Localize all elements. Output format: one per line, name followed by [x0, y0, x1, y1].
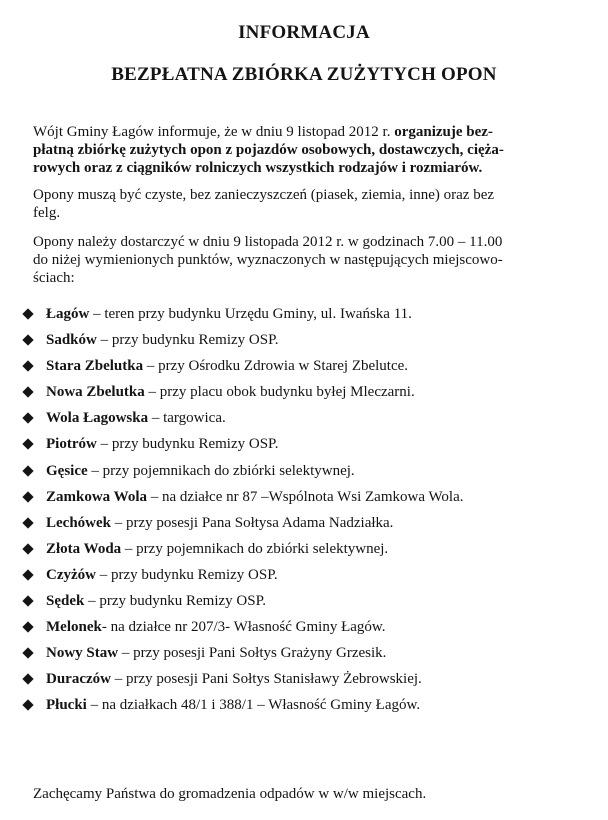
location-name: Gęsice	[46, 462, 88, 479]
intro-line-1	[33, 123, 581, 141]
location-name: Piotrów	[46, 436, 97, 453]
location-item	[22, 381, 582, 407]
location-item	[22, 486, 582, 512]
location-name: Czyżów	[46, 566, 96, 583]
location-item	[22, 668, 582, 694]
location-item	[22, 355, 582, 381]
diamond-bullet-icon	[22, 491, 33, 502]
intro-line-2	[33, 141, 581, 159]
delivery-paragraph	[33, 233, 581, 287]
location-item	[22, 694, 582, 720]
condition-line-1: Opony muszą być czyste, bez zanieczyszczeń (piasek, ziemia, inne) oraz bez	[33, 187, 495, 203]
location-name: Płucki	[46, 697, 87, 714]
location-detail: – targowica.	[148, 410, 226, 427]
location-text	[46, 564, 278, 586]
location-detail: – przy budynku Remizy OSP.	[95, 566, 278, 583]
location-text	[46, 329, 279, 351]
diamond-bullet-icon	[22, 595, 33, 606]
location-item	[22, 329, 582, 355]
location-text	[46, 407, 226, 429]
location-item	[22, 460, 582, 486]
location-name: Lechówek	[46, 514, 111, 531]
location-text	[46, 642, 386, 664]
diamond-bullet-icon	[22, 439, 33, 450]
location-item	[22, 538, 582, 564]
location-name: Sędek	[46, 593, 85, 610]
intro-paragraph	[33, 123, 581, 177]
location-text	[46, 355, 408, 377]
location-name: Zamkowa Wola	[46, 488, 147, 505]
location-text	[46, 616, 386, 638]
location-detail: – przy budynku Remizy OSP.	[84, 593, 267, 610]
location-detail: – przy budynku Remizy OSP.	[96, 332, 279, 349]
location-text	[46, 668, 422, 690]
location-detail: – przy posesji Pani Sołtys Stanisławy Żebrowskiej.	[110, 671, 422, 688]
document-title: INFORMACJA	[238, 22, 370, 43]
location-detail: – przy placu obok budynku byłej Mleczarni.	[144, 384, 415, 401]
diamond-bullet-icon	[22, 569, 33, 580]
location-text	[46, 460, 355, 482]
diamond-bullet-icon	[22, 648, 33, 659]
location-detail: - na działce nr 207/3- Własność Gminy Łagów.	[101, 619, 386, 636]
location-item	[22, 407, 582, 433]
location-detail: – przy budynku Remizy OSP.	[96, 436, 279, 453]
diamond-bullet-icon	[22, 674, 33, 685]
location-name: Duraczów	[46, 671, 111, 688]
location-detail: – przy Ośrodku Zdrowia w Starej Zbelutce.	[143, 358, 409, 375]
intro-bold-1: organizuje bez-	[394, 124, 493, 140]
location-name: Złota Woda	[46, 540, 122, 557]
delivery-line-3: ściach:	[33, 270, 75, 286]
location-detail: – teren przy budynku Urzędu Gminy, ul. Iwańska 11.	[89, 306, 412, 322]
condition-paragraph	[33, 186, 581, 222]
location-detail: – przy posesji Pani Sołtys Grażyny Grzesik.	[118, 645, 387, 662]
diamond-bullet-icon	[22, 621, 33, 632]
intro-line-3	[33, 159, 581, 177]
location-item	[22, 564, 582, 590]
location-name: Stara Zbelutka	[46, 358, 144, 375]
intro-bold-3: pojazdów osobowych, dostawczych, cięża-	[235, 142, 504, 158]
location-text	[46, 694, 420, 716]
location-name: Łagów	[46, 306, 90, 322]
diamond-bullet-icon	[22, 361, 33, 372]
location-name: Sadków	[46, 332, 97, 349]
diamond-bullet-icon	[22, 413, 33, 424]
diamond-bullet-icon	[22, 543, 33, 554]
location-name: Nowy Staw	[46, 645, 119, 662]
location-detail: – przy posesji Pana Sołtysa Adama Nadziałka.	[111, 514, 394, 531]
diamond-bullet-icon	[22, 387, 33, 398]
location-text	[46, 381, 415, 403]
location-text	[46, 512, 393, 534]
location-item	[22, 590, 582, 616]
location-detail: – przy pojemnikach do zbiórki selektywnej.	[87, 462, 355, 479]
intro-bold-2: płatną zbiórkę zużytych opon z	[33, 142, 233, 158]
condition-line-2: felg.	[33, 205, 61, 221]
document-subtitle: BEZPŁATNA ZBIÓRKA ZUŻYTYCH OPON	[111, 64, 497, 85]
closing-sentence: Zachęcamy Państwa do gromadzenia odpadów w w/w miejscach.	[33, 786, 427, 802]
location-text	[46, 433, 279, 455]
location-item	[22, 642, 582, 668]
location-text	[46, 486, 464, 508]
location-text	[46, 590, 266, 612]
location-name: Nowa Zbelutka	[46, 384, 145, 401]
location-item	[22, 512, 582, 538]
diamond-bullet-icon	[22, 517, 33, 528]
location-detail: – na działkach 48/1 i 388/1 – Własność Gminy Łagów.	[86, 697, 421, 714]
diamond-bullet-icon	[22, 465, 33, 476]
intro-text: Wójt Gminy Łagów informuje, że w dniu 9 listopad 2012 r.	[33, 124, 391, 140]
diamond-bullet-icon	[22, 308, 33, 319]
diamond-bullet-icon	[22, 334, 33, 345]
delivery-line-2: do niżej wymienionych punktów, wyznaczonych w następujących miejscowo-	[33, 252, 503, 268]
location-name: Melonek	[46, 619, 102, 636]
location-detail: – przy pojemnikach do zbiórki selektywnej.	[121, 540, 389, 557]
intro-bold-4: rowych oraz z ciągników rolniczych wszystkich rodzajów i rozmiarów.	[33, 160, 483, 176]
location-item	[22, 616, 582, 642]
location-text	[46, 538, 388, 560]
location-text	[46, 303, 412, 325]
location-name: Wola Łagowska	[46, 410, 149, 427]
delivery-line-1: Opony należy dostarczyć w dniu 9 listopada 2012 r. w godzinach 7.00 – 11.00	[33, 234, 503, 250]
location-item	[22, 433, 582, 459]
location-detail: – na działce nr 87 –Wspólnota Wsi Zamkowa Wola.	[147, 488, 464, 505]
locations-list	[22, 303, 582, 721]
location-item	[22, 303, 582, 329]
diamond-bullet-icon	[22, 700, 33, 711]
